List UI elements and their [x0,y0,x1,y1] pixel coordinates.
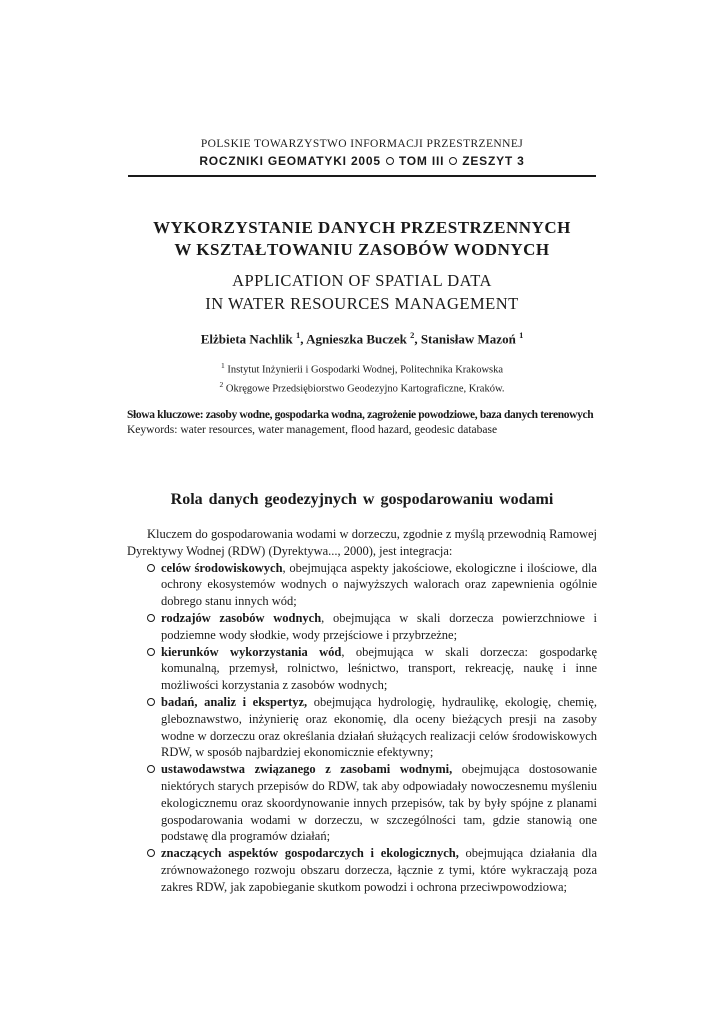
list-item [127,644,597,694]
affiliation-2-number: 2 [219,379,224,389]
author-3: Stanisław Mazoń [420,331,516,347]
intro-paragraph: Kluczem do gospodarowania wodami w dorzeczu, zgodnie z myślą przewodnią Ramowej Dyrektywy Wodnej (RDW) (Dyrektywa..., 2000), jest integracja: [127,527,597,558]
circle-separator-icon [386,157,394,165]
list-item-text: obejmująca działania dla zrównoważonego rozwoju obszaru dorzecza, łącznie z tymi, które wykraczają poza zakres RDW, jak zapobieganie skutkom powodzi i ochrona przeciwpowodziowa; [161,846,597,894]
list-item-lead: kierunków wykorzystania wód [161,644,342,659]
bullet-circle-icon [147,564,155,572]
list-item-lead: znaczących aspektów gospodarczych i ekologicznych, [161,846,459,861]
list-item-text: , obejmująca w skali dorzecza: gospodarkę komunalną, przemysł, rolnictwo, leśnictwo, transport, rekreację, naukę i inne możliwości korzystania z zasobów wodnych; [161,644,597,693]
title-polish [100,217,624,261]
affiliation-2-text: Okręgowe Przedsiębiorstwo Geodezyjno Kartograficzne, Kraków. [225,383,505,394]
author-2-affil: 2 [410,330,415,340]
affiliations [100,359,624,396]
author-1: Elżbieta Nachlik [200,331,293,347]
author-list: Elżbieta Nachlik $^1$, Agnieszka Buczek $^2$, Stanisław Mazoń $^1$ [200,330,524,347]
list-item-lead: rodzajów zasobów wodnych [161,610,322,625]
header-rule [128,175,596,177]
list-item-lead: celów środowiskowych [161,560,283,575]
section-body [127,526,597,896]
list-item [127,694,597,761]
journal-society: POLSKIE TOWARZYSTWO INFORMACJI PRZESTRZENNEJ [200,138,524,150]
affiliation-1-number: 1 [220,361,225,370]
keywords-polish: Słowa kluczowe: zasoby wodne, gospodarka wodna, zagrożenie powodziowe, baza danych terenowych [127,409,594,421]
title-english-line2: IN WATER RESOURCES MANAGEMENT [205,294,519,313]
title-english [100,269,624,315]
list-item [127,610,597,644]
author-3-affil: 1 [519,330,524,340]
list-item [127,560,597,610]
list-item-text: , obejmująca w skali dorzecza powierzchniowe i podziemne wody słodkie, wody przejściowe i przybrzeżne; [161,610,597,642]
list-item-text: obejmująca dostosowanie niektórych starych przepisów do RDW, tak aby odpowiadały nowoczesnemu myśleniu ekologicznemu oraz skoordynowanie innych przepisów, tak by były spójne z planami gospodarowania wodami w dorzeczu, w szczególności tam, gdzie stanowią one podstawę dla programów działań; [161,762,597,844]
journal-series-name: ROCZNIKI GEOMATYKI 2005 [199,154,381,168]
journal-volume: TOM III [398,154,445,168]
bullet-circle-icon [147,765,155,773]
list-item [127,845,597,895]
affiliation-2 [100,378,624,397]
affiliation-1 [100,359,624,378]
keywords-block [127,409,597,437]
title-polish-line2: W KSZTAŁTOWANIU ZASOBÓW WODNYCH [174,240,550,259]
journal-series-line [128,154,596,168]
bullet-circle-icon [147,614,155,622]
affiliation-1-text: Instytut Inżynierii i Gospodarki Wodnej, Politechnika Krakowska [227,364,504,376]
list-item-lead: ustawodawstwa związanego z zasobami wodnymi, [161,762,453,777]
circle-separator-icon [449,157,457,165]
title-polish-line1: WYKORZYSTANIE DANYCH PRZESTRZENNYCH [153,218,571,237]
list-item-lead: badań, analiz i ekspertyz, [161,694,308,709]
list-item [127,761,597,845]
author-1-affil: 1 [296,330,301,340]
list-item-text: obejmująca hydrologię, hydraulikę, ekologię, chemię, gleboznawstwo, inżynierię oraz ekonomię, dla oceny bieżących presji na zasoby wodne w dorzeczu oraz określania działań służących realizacji celów środowiskowych RDW, w sposób najbardziej ekonomicznie efektywny; [161,694,598,760]
author-2: Agnieszka Buczek [306,331,407,347]
bullet-circle-icon [147,648,155,656]
keywords-english: Keywords: water resources, water management, flood hazard, geodesic database [127,423,498,436]
integration-list [127,560,597,896]
bullet-circle-icon [147,849,155,857]
section-heading: Rola danych geodezyjnych w gospodarowaniu wodami [170,491,554,508]
list-item-text: , obejmująca aspekty jakościowe, ekologiczne i ilościowe, dla ochrony ekosystemów wodnych o najwyższych walorach oraz zapewnienia ogólnie dobrego stanu innych wód; [161,560,597,609]
title-english-line1: APPLICATION OF SPATIAL DATA [232,271,492,290]
journal-issue: ZESZYT 3 [462,154,525,168]
bullet-circle-icon [147,698,155,706]
